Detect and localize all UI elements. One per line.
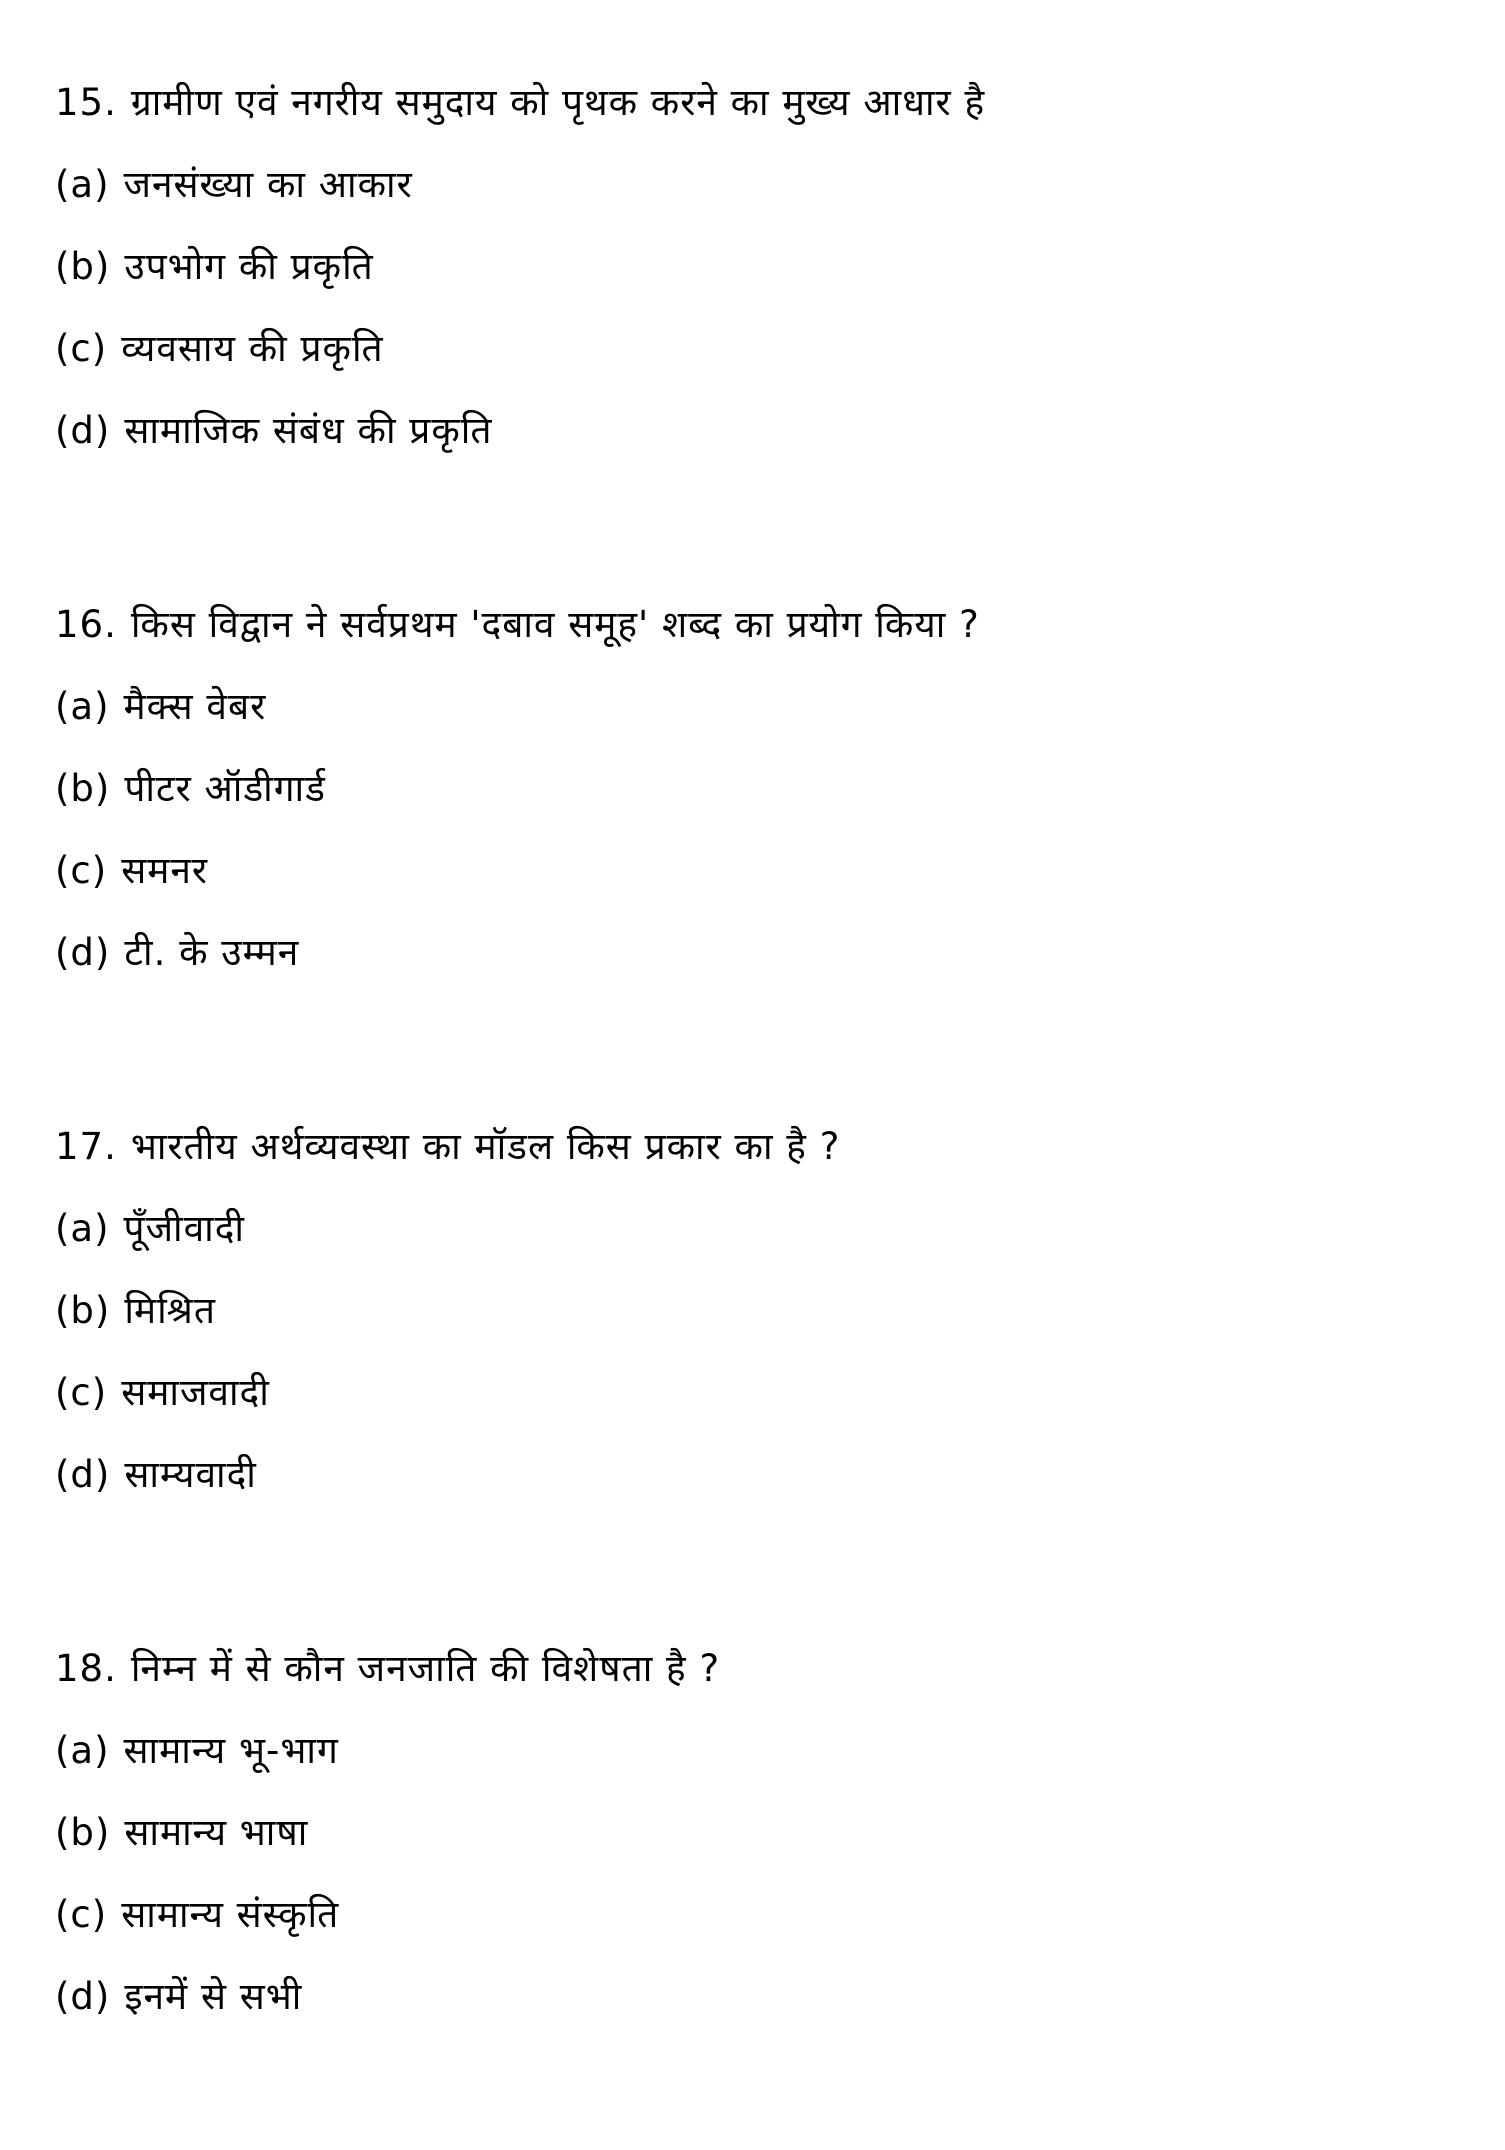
option-a xyxy=(55,1188,1455,1270)
option-label: (c) xyxy=(55,849,108,892)
question-text xyxy=(55,1628,1455,1710)
option-text: उपभोग की प्रकृति xyxy=(124,245,374,288)
option-c xyxy=(55,1874,1455,1956)
question-body: निम्न में से कौन जनजाति की विशेषता है ? xyxy=(130,1647,721,1690)
question-17 xyxy=(55,1106,1455,1516)
question-18 xyxy=(55,1628,1455,2038)
option-text: मैक्स वेबर xyxy=(123,685,267,728)
option-d xyxy=(55,1956,1455,2038)
question-15 xyxy=(55,62,1455,472)
option-text: समाजवादी xyxy=(121,1371,270,1414)
option-label: (a) xyxy=(55,1729,110,1772)
option-label: (b) xyxy=(55,245,111,288)
option-d xyxy=(55,390,1455,472)
option-label: (c) xyxy=(55,1371,108,1414)
option-b xyxy=(55,748,1455,830)
option-label: (c) xyxy=(55,327,108,370)
option-d xyxy=(55,1434,1455,1516)
option-a xyxy=(55,666,1455,748)
option-text: साम्यवादी xyxy=(124,1453,257,1496)
option-label: (d) xyxy=(55,931,111,974)
option-label: (a) xyxy=(55,685,110,728)
option-d xyxy=(55,912,1455,994)
option-c xyxy=(55,308,1455,390)
option-text: व्यवसाय की प्रकृति xyxy=(121,327,384,370)
question-text xyxy=(55,62,1455,144)
question-page xyxy=(55,62,1455,2150)
option-b xyxy=(55,1792,1455,1874)
question-text xyxy=(55,584,1455,666)
option-text: पीटर ऑडीगार्ड xyxy=(124,767,326,810)
question-text xyxy=(55,1106,1455,1188)
option-text: मिश्रित xyxy=(124,1289,216,1332)
question-number: 18. xyxy=(55,1647,117,1690)
question-16 xyxy=(55,584,1455,994)
option-label: (b) xyxy=(55,1811,111,1854)
option-c xyxy=(55,1352,1455,1434)
question-body: ग्रामीण एवं नगरीय समुदाय को पृथक करने का मुख्य आधार है xyxy=(130,81,986,124)
option-text: सामाजिक संबंध की प्रकृति xyxy=(124,409,493,452)
option-a xyxy=(55,1710,1455,1792)
option-b xyxy=(55,226,1455,308)
question-number: 16. xyxy=(55,603,117,646)
option-text: टी. के उम्मन xyxy=(124,931,300,974)
option-label: (d) xyxy=(55,1453,111,1496)
option-label: (d) xyxy=(55,409,111,452)
option-a xyxy=(55,144,1455,226)
option-label: (b) xyxy=(55,1289,111,1332)
option-text: सामान्य संस्कृति xyxy=(121,1893,340,1936)
option-label: (c) xyxy=(55,1893,108,1936)
option-text: सामान्य भू-भाग xyxy=(123,1729,339,1772)
option-text: पूँजीवादी xyxy=(123,1207,245,1250)
question-number: 15. xyxy=(55,81,117,124)
option-text: जनसंख्या का आकार xyxy=(123,163,413,206)
option-label: (b) xyxy=(55,767,111,810)
option-label: (d) xyxy=(55,1975,111,2018)
option-b xyxy=(55,1270,1455,1352)
option-text: सामान्य भाषा xyxy=(124,1811,309,1854)
option-label: (a) xyxy=(55,1207,110,1250)
option-text: इनमें से सभी xyxy=(124,1975,303,2018)
option-text: समनर xyxy=(121,849,209,892)
option-c xyxy=(55,830,1455,912)
question-body: किस विद्वान ने सर्वप्रथम 'दबाव समूह' शब्द का प्रयोग किया ? xyxy=(130,603,980,646)
option-label: (a) xyxy=(55,163,110,206)
question-body: भारतीय अर्थव्यवस्था का मॉडल किस प्रकार का है ? xyxy=(130,1125,841,1168)
question-number: 17. xyxy=(55,1125,117,1168)
